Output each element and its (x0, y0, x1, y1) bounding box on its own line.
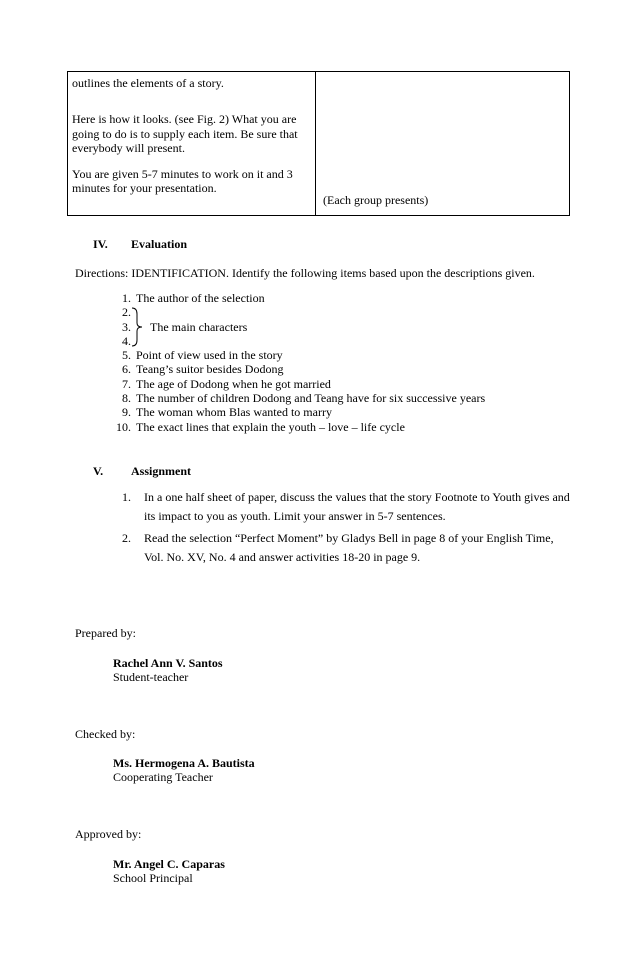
signature-block (113, 656, 223, 685)
section-title: Assignment (131, 464, 192, 478)
evaluation-directions: Directions: IDENTIFICATION. Identify the following items based upon the descriptions given. (75, 266, 535, 280)
list-item: 5. Point of view used in the story (122, 348, 283, 363)
list-item: 2. Read the selection “Perfect Moment” by Gladys Bell in page 8 of your English Time, Vol. No. XV, No. 4 and answer activities 18-20 in page 9. (122, 531, 554, 564)
signatory-name: Ms. Hermogena A. Bautista (113, 756, 255, 770)
lesson-table (67, 71, 570, 216)
signatory-role: Student-teacher (113, 670, 189, 685)
signatory-role: Cooperating Teacher (113, 770, 213, 785)
table-paragraph: outlines the elements of a story. (72, 76, 224, 90)
brace-label: The main characters (150, 320, 248, 334)
right-brace-icon (131, 307, 145, 347)
list-item: 1. In a one half sheet of paper, discuss the values that the story Footnote to Youth gives and its impact to you as youth. Limit your answer in 5-7 sentences. (122, 490, 570, 523)
teacher-activity-cell (68, 72, 316, 215)
list-item: 2. (122, 305, 131, 320)
list-item: 3. (122, 319, 131, 334)
list-item: 10. The exact lines that explain the youth – love – life cycle (116, 419, 405, 434)
table-paragraph: Here is how it looks. (see Fig. 2) What you are going to do is to supply each item. Be sure that everybody will present. (72, 112, 298, 156)
signature-block (113, 857, 225, 886)
section-numeral: V. (93, 464, 104, 478)
table-cell-text: (Each group presents) (323, 193, 429, 207)
signatory-name: Mr. Angel C. Caparas (113, 857, 225, 871)
assignment-heading (93, 464, 191, 478)
approved-by-label: Approved by: (75, 827, 142, 841)
list-item: 6. Teang’s suitor besides Dodong (122, 362, 284, 377)
assignment-list (113, 490, 573, 572)
section-title: Evaluation (131, 237, 188, 251)
signatory-name: Rachel Ann V. Santos (113, 656, 223, 670)
evaluation-heading (93, 237, 187, 251)
student-activity-cell (316, 72, 569, 215)
prepared-by-label: Prepared by: (75, 626, 136, 640)
section-numeral: IV. (93, 237, 108, 251)
signature-block (113, 756, 255, 785)
list-item: 4. (122, 333, 131, 348)
checked-by-label: Checked by: (75, 727, 136, 741)
table-paragraph: You are given 5-7 minutes to work on it and 3 minutes for your presentation. (72, 166, 293, 196)
signatory-role: School Principal (113, 871, 193, 886)
evaluation-list (113, 291, 485, 434)
list-item: 8. The number of children Dodong and Teang have for six successive years (122, 391, 486, 406)
list-item: 9. The woman whom Blas wanted to marry (122, 405, 332, 420)
list-item: 7. The age of Dodong when he got married (122, 376, 331, 391)
list-item: 1. The author of the selection (122, 291, 265, 305)
